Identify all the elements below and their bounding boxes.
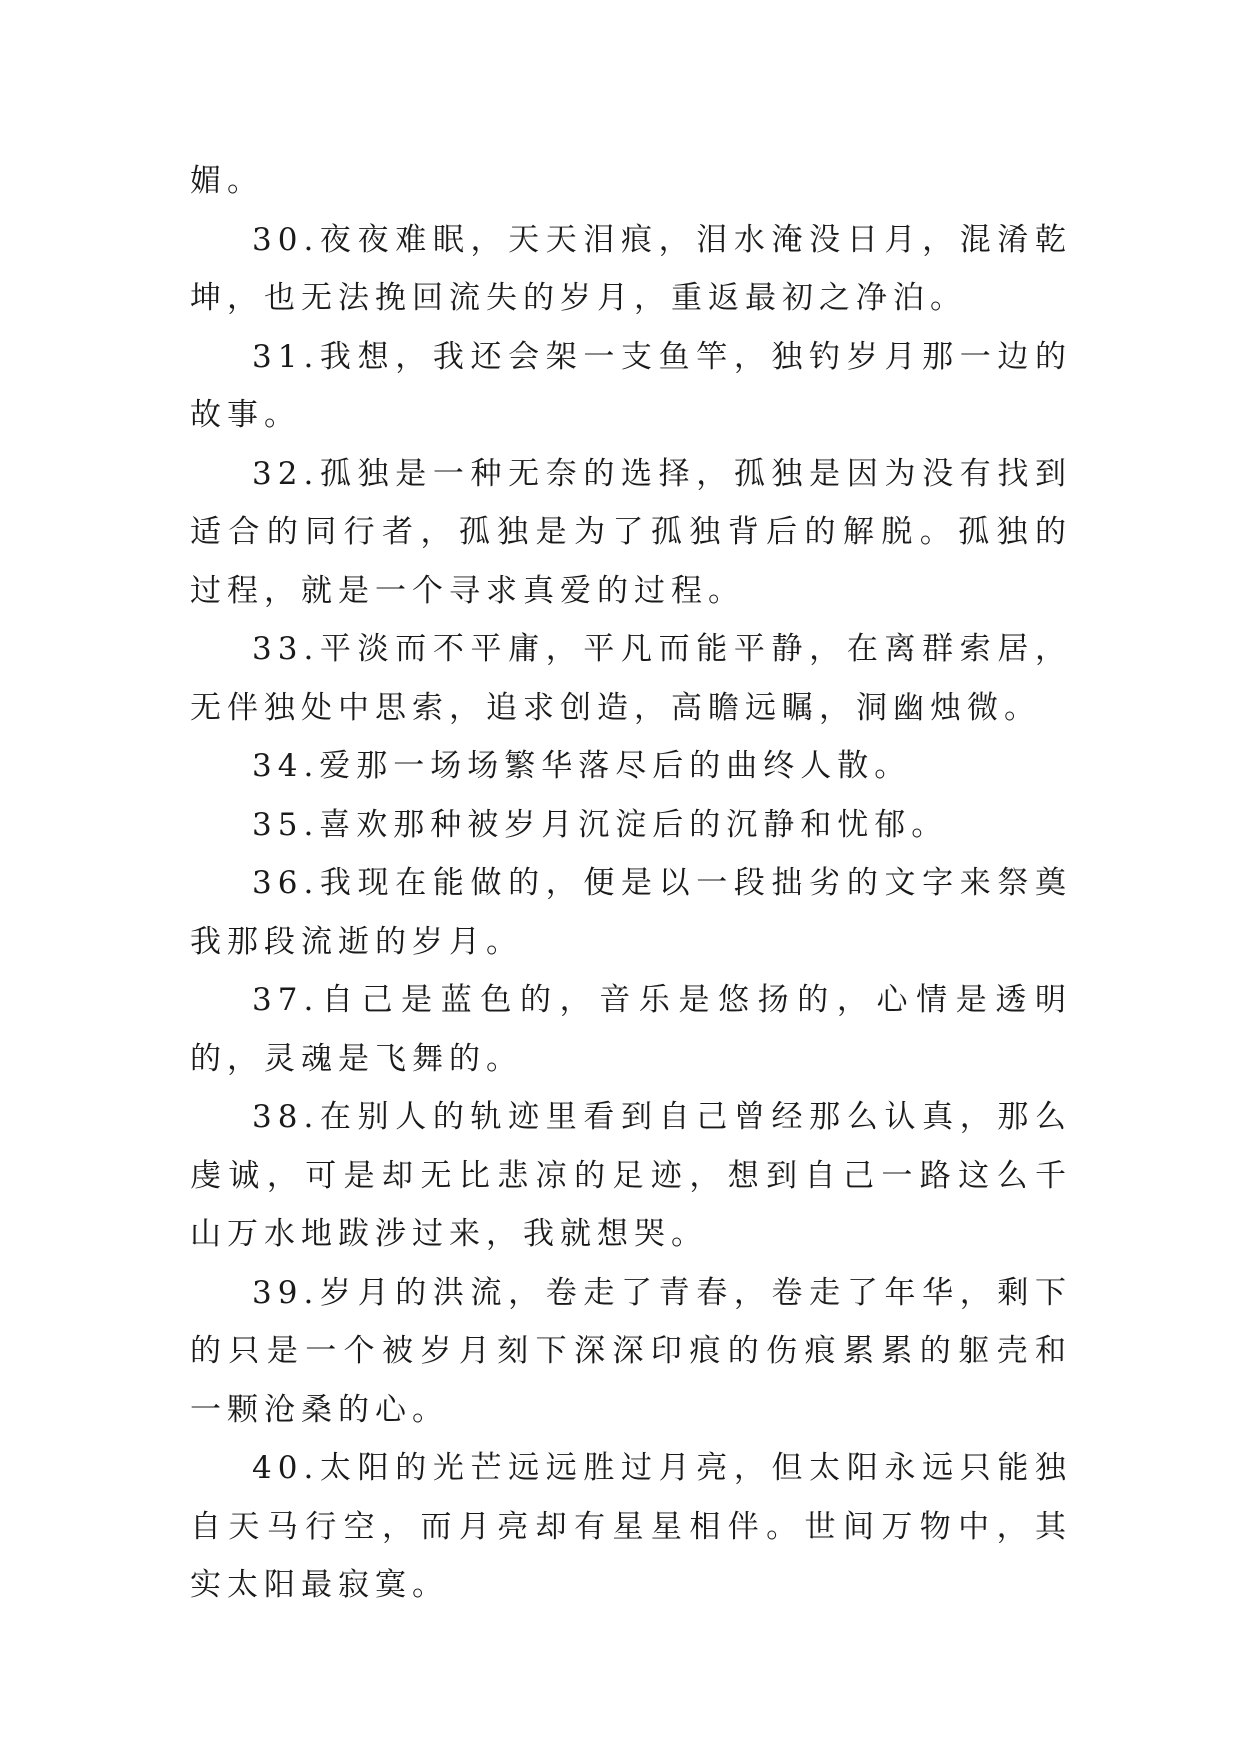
paragraph-32: 32.孤独是一种无奈的选择，孤独是因为没有找到适合的同行者，孤独是为了孤独背后的解脱。孤独的过程，就是一个寻求真爱的过程。 [190, 455, 1072, 609]
paragraph-39: 39.岁月的洪流，卷走了青春，卷走了年华，剩下的只是一个被岁月刻下深深印痕的伤痕累累的躯壳和一颗沧桑的心。 [190, 1274, 1072, 1428]
paragraph-36: 36.我现在能做的，便是以一段拙劣的文字来祭奠我那段流逝的岁月。 [190, 865, 1072, 960]
paragraph-30: 30.夜夜难眠，天天泪痕，泪水淹没日月，混淆乾坤，也无法挽回流失的岁月，重返最初之净泊。 [190, 221, 1072, 316]
document-body [190, 152, 1072, 1615]
paragraph-31: 31.我想，我还会架一支鱼竿，独钓岁月那一边的故事。 [190, 338, 1072, 433]
paragraph-38: 38.在别人的轨迹里看到自己曾经那么认真，那么虔诚，可是却无比悲凉的足迹，想到自己一路这么千山万水地跋涉过来，我就想哭。 [190, 1099, 1072, 1252]
paragraph-continuation: 媚。 [190, 163, 264, 199]
paragraph-40: 40.太阳的光芒远远胜过月亮，但太阳永远只能独自天马行空，而月亮却有星星相伴。世间万物中，其实太阳最寂寞。 [190, 1450, 1072, 1603]
paragraph-34: 34.爱那一场场繁华落尽后的曲终人散。 [252, 748, 912, 784]
paragraph-33: 33.平淡而不平庸，平凡而能平静，在离群索居，无伴独处中思索，追求创造，高瞻远瞩，洞幽烛微。 [190, 631, 1072, 726]
paragraph-35: 35.喜欢那种被岁月沉淀后的沉静和忧郁。 [252, 806, 949, 843]
paragraph-37: 37.自己是蓝色的，音乐是悠扬的，心情是透明的，灵魂是飞舞的。 [190, 982, 1072, 1077]
